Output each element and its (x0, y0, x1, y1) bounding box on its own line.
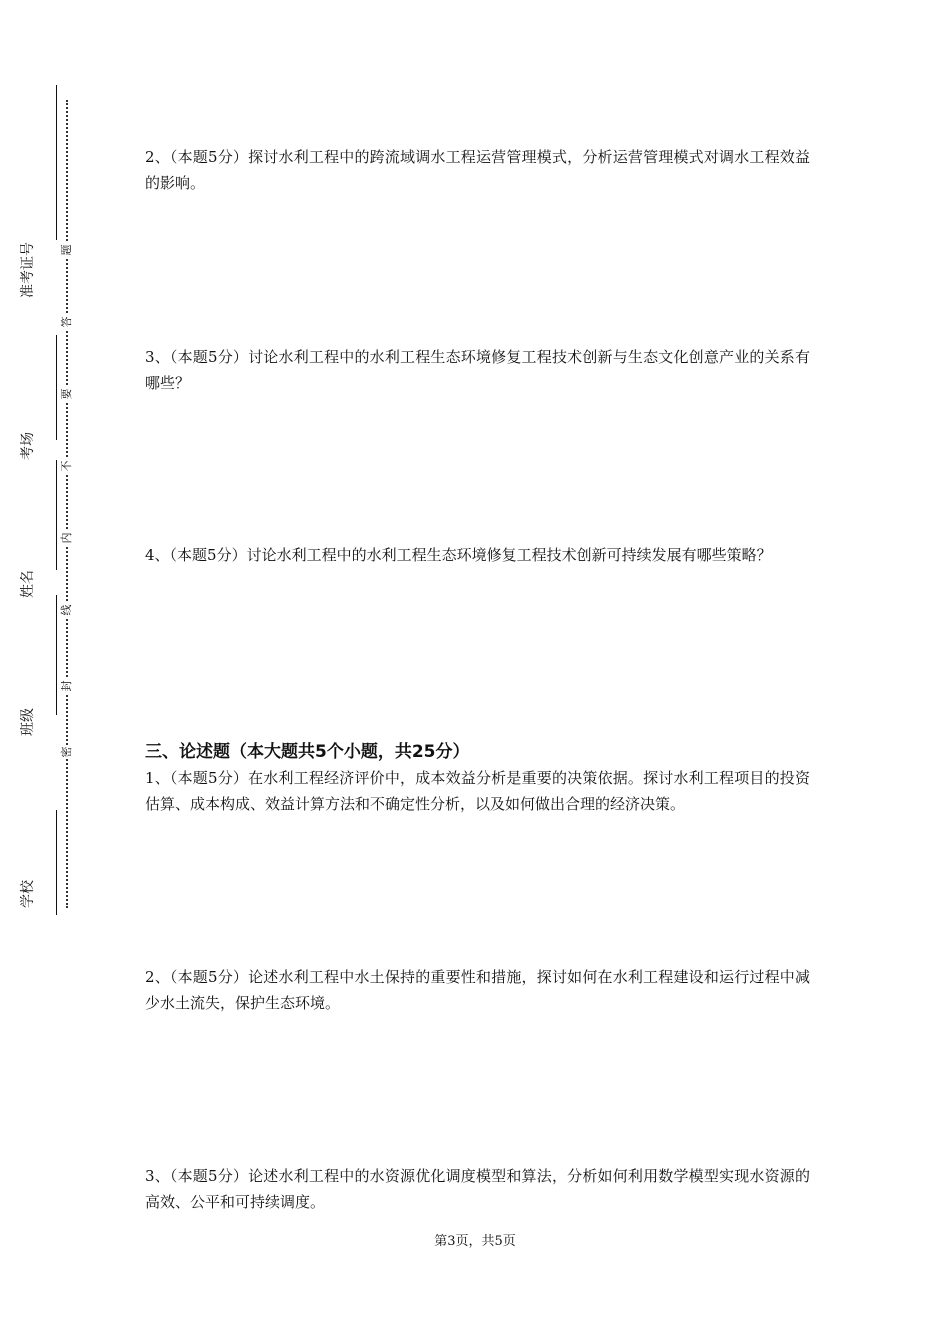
school-blank (56, 810, 57, 915)
seal-char: 不 (60, 460, 73, 472)
seal-char: 封 (60, 680, 73, 692)
question-2-3: 3、（本题5分）讨论水利工程中的水利工程生态环境修复工程技术创新与生态文化创意产业的关系有哪些？ (145, 348, 810, 392)
section-3-title: 三、论述题（本大题共5个小题，共25分） (145, 742, 470, 762)
page-number: 第3页，共5页 (434, 1234, 516, 1249)
seal-char: 题 (60, 244, 73, 256)
question-3-2: 2、（本题5分）论述水利工程中水土保持的重要性和措施，探讨如何在水利工程建设和运行过程中减少水土流失，保护生态环境。 (145, 968, 810, 1012)
seal-char: 内 (60, 532, 73, 544)
seal-char: 答 (60, 316, 73, 328)
binding-margin (18, 70, 58, 940)
exam-room-label: 考场 (20, 432, 36, 460)
class-label: 班级 (20, 708, 36, 736)
class-blank (56, 595, 57, 715)
admission-number-label: 准考证号 (20, 242, 36, 298)
exam-room-blank (56, 335, 57, 440)
school-label: 学校 (20, 880, 36, 908)
question-3-3: 3、（本题5分）论述水利工程中的水资源优化调度模型和算法，分析如何利用数学模型实现水资源的高效、公平和可持续调度。 (145, 1167, 810, 1211)
name-label: 姓名 (20, 570, 36, 598)
name-blank (56, 460, 57, 570)
question-2-4: 4、（本题5分）讨论水利工程中的水利工程生态环境修复工程技术创新可持续发展有哪些策略？ (145, 546, 772, 564)
admission-number-blank (56, 85, 57, 240)
question-3-1: 1、（本题5分）在水利工程经济评价中，成本效益分析是重要的决策依据。探讨水利工程项目的投资估算、成本构成、效益计算方法和不确定性分析，以及如何做出合理的经济决策。 (145, 769, 810, 813)
seal-char: 线 (60, 604, 73, 616)
seal-char: 密 (60, 746, 73, 758)
question-2-2: 2、（本题5分）探讨水利工程中的跨流域调水工程运营管理模式，分析运营管理模式对调水工程效益的影响。 (145, 148, 810, 192)
seal-char: 要 (60, 388, 73, 400)
seal-dotted-line (66, 100, 68, 908)
